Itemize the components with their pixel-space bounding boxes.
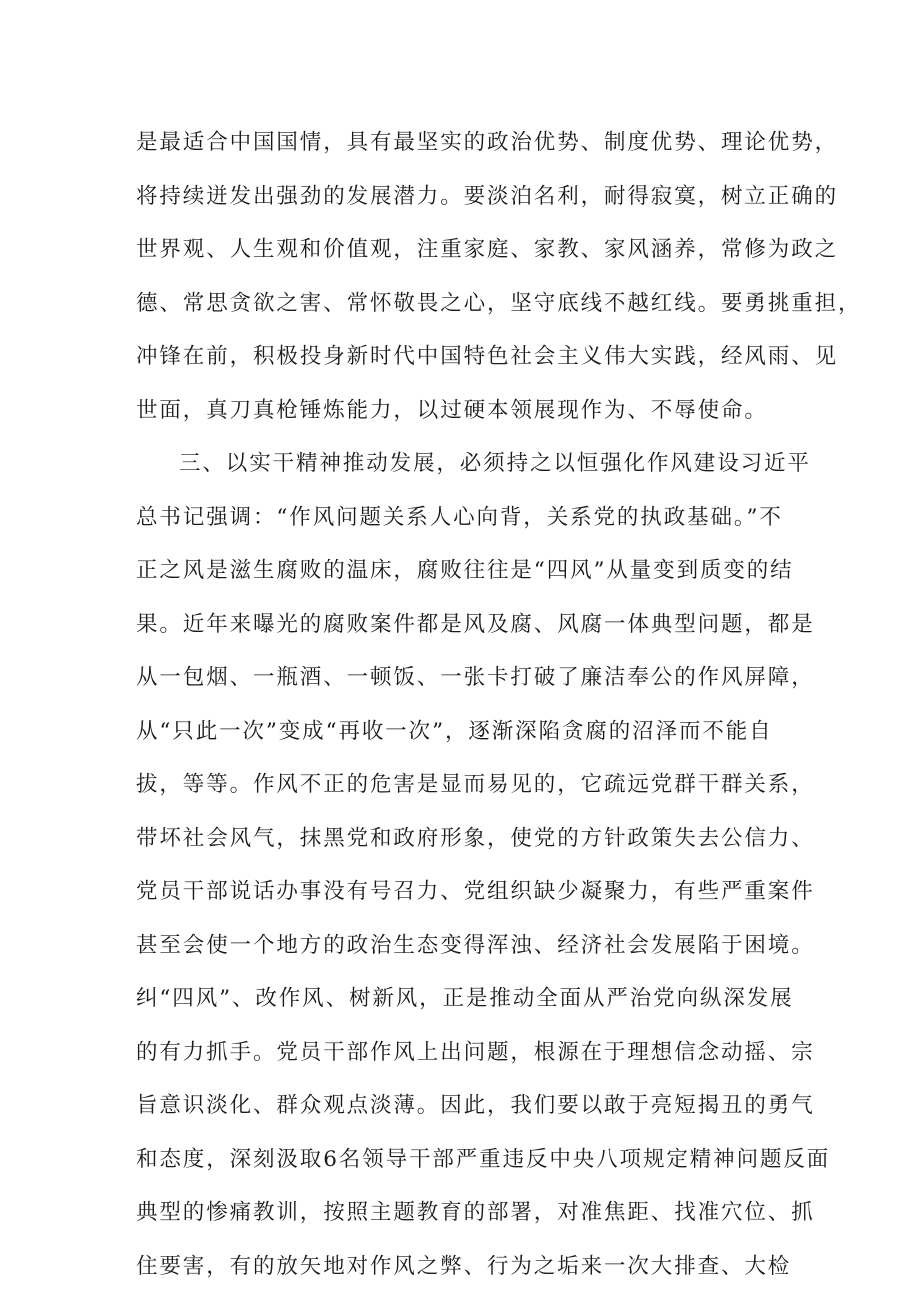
- text-line: 是最适合中国国情，具有最坚实的政治优势、制度优势、理论优势，: [136, 130, 839, 155]
- text-line: 将持续迸发出强劲的发展潜力。要淡泊名利，耐得寂寞，树立正确的: [136, 183, 839, 209]
- text-line: 从“只此一次”变成“再收一次”，逐渐深陷贪腐的沼泽而不能自: [136, 718, 773, 744]
- text-line: 纠“四风”、改作风、树新风，正是推动全面从严治党向纵深发展: [136, 986, 794, 1011]
- text-line: 从一包烟、一瓶酒、一顿饭、一张卡打破了廉洁奉公的作风屏障，: [136, 665, 815, 690]
- text-line: 世界观、人生观和价值观，注重家庭、家教、家风涵养，常修为政之: [136, 237, 839, 262]
- body-text: [136, 116, 862, 1293]
- text-line: 甚至会使一个地方的政治生态变得浑浊、经济社会发展陷于困境。: [136, 932, 815, 958]
- text-line: 带坏社会风气，抹黑党和政府形象，使党的方针政策失去公信力、: [136, 825, 815, 851]
- section-heading-line: 三、以实干精神推动发展，必须持之以恒强化作风建设习近平: [179, 451, 811, 476]
- text-line: 总书记强调：“作风问题关系人心向背，关系党的执政基础。”不: [136, 504, 783, 530]
- text-line: 党员干部说话办事没有号召力、党组织缺少凝聚力，有些严重案件: [136, 879, 815, 904]
- text-line: 旨意识淡化、群众观点淡薄。因此，我们要以敢于亮短揭丑的勇气: [136, 1093, 815, 1118]
- text-line: 冲锋在前，积极投身新时代中国特色社会主义伟大实践，经风雨、见: [136, 344, 839, 369]
- text-line: 拔，等等。作风不正的危害是显而易见的，它疏远党群干群关系，: [136, 772, 815, 797]
- text-line: 世面，真刀真枪锤炼能力，以过硬本领展现作为、不辱使命。: [136, 397, 768, 423]
- text-line: 和态度，深刻汲取6名领导干部严重违反中央八项规定精神问题反面: [136, 1146, 831, 1172]
- text-line: 果。近年来曝光的腐败案件都是风及腐、风腐一体典型问题，都是: [136, 611, 815, 637]
- text-line: 的有力抓手。党员干部作风上出问题，根源在于理想信念动摇、宗: [136, 1039, 815, 1065]
- text-line: 正之风是滋生腐败的温床，腐败往往是“四风”从量变到质变的结: [136, 558, 794, 583]
- text-line: 典型的惨痛教训，按照主题教育的部署，对准焦距、找准穴位、抓: [136, 1200, 815, 1225]
- text-line: 住要害，有的放矢地对作风之弊、行为之垢来一次大排查、大检: [136, 1253, 792, 1279]
- text-line: 德、常思贪欲之害、常怀敬畏之心，坚守底线不越红线。要勇挑重担，: [136, 290, 862, 316]
